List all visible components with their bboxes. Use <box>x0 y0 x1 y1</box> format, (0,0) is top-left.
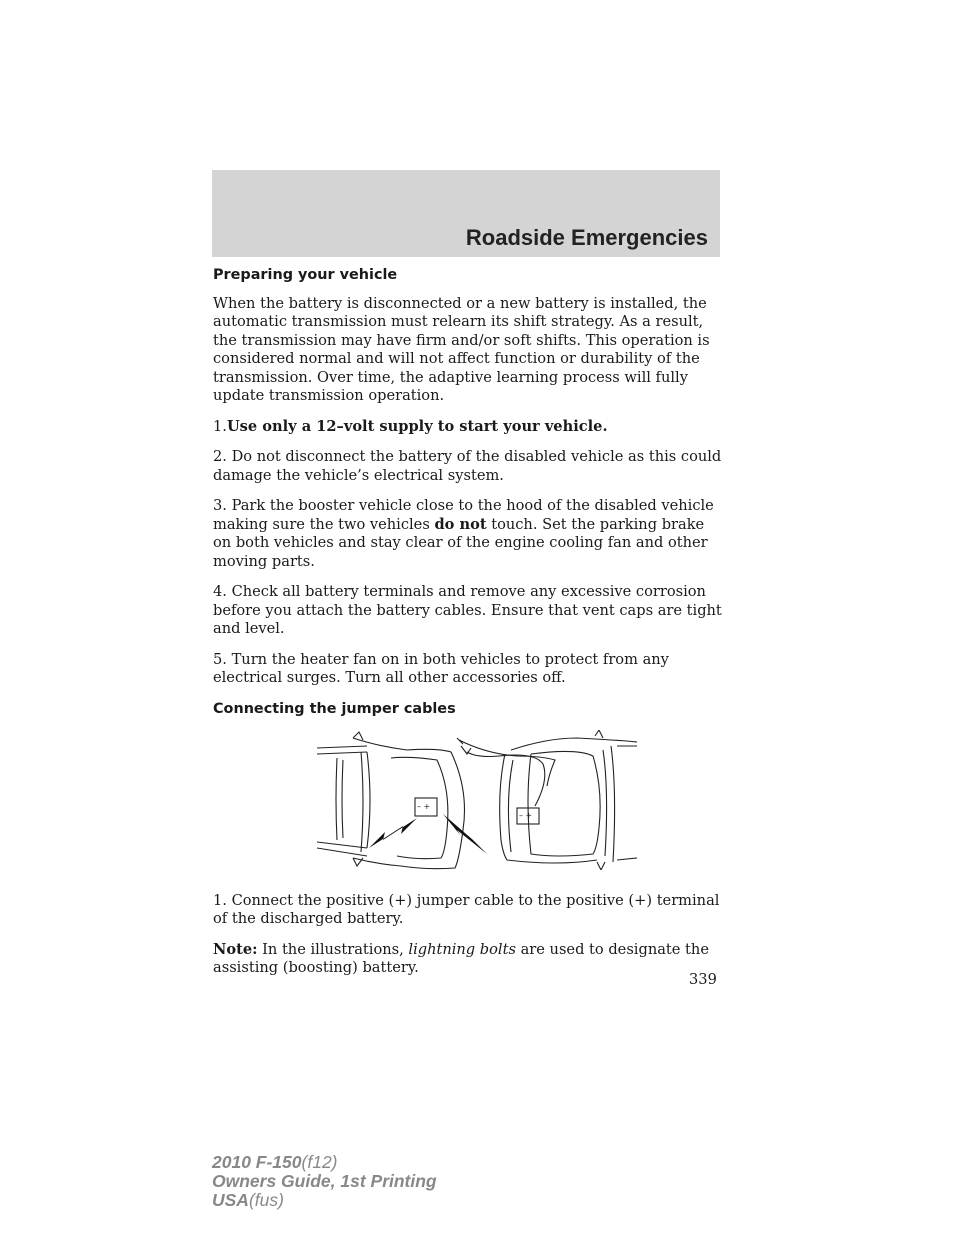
step-3 <box>213 497 725 571</box>
jumper-cables-diagram <box>317 730 637 870</box>
note-text-b: are used to designate the assisting (boosting) battery. <box>213 940 709 976</box>
footer-market: USA <box>212 1190 249 1210</box>
paragraph-intro: When the battery is disconnected or a new battery is installed, the automatic transmission must relearn its shift strategy. As a result, the transmission may have firm and/or soft shifts. This operation is considered normal and will not affect function or durability of the transmission. Over time, the adaptive learning process will fully update transmission operation. <box>213 294 710 404</box>
lightning-bolt-icon <box>369 814 487 854</box>
note-label: Note: <box>213 940 258 958</box>
page-content <box>213 266 725 990</box>
step-3-emphasis: do not <box>434 515 487 533</box>
note <box>213 941 725 978</box>
footer-model: 2010 F-150 <box>212 1152 302 1172</box>
page-number: 339 <box>689 971 717 988</box>
disabled-vehicle-illustration <box>317 732 465 869</box>
footer-edition <box>212 1153 437 1210</box>
footer-market-code: (fus) <box>248 1190 284 1210</box>
booster-vehicle-illustration <box>457 730 637 870</box>
footer-line-3 <box>212 1191 437 1210</box>
footer-line-2: Owners Guide, 1st Printing <box>212 1171 437 1191</box>
step-3-text-a: 3. Park the booster vehicle close to the hood of the disabled vehicle making sure the two vehicles <box>213 497 714 533</box>
step-1 <box>213 418 725 437</box>
disabled-battery-label: – + <box>417 802 431 811</box>
step-5: 5. Turn the heater fan on in both vehicles to protect from any electrical surges. Turn all other accessories off. <box>213 650 669 686</box>
section-header-band <box>212 170 720 257</box>
heading-connecting: Connecting the jumper cables <box>213 700 456 717</box>
heading-preparing: Preparing your vehicle <box>213 267 398 283</box>
step-4: 4. Check all battery terminals and remove any excessive corrosion before you attach the battery cables. Ensure that vent caps are tight and level. <box>213 583 722 637</box>
step-1-text: Use only a 12–volt supply to start your vehicle. <box>226 417 608 435</box>
step-1-number: 1. <box>213 417 227 435</box>
footer-model-code: (f12) <box>301 1152 338 1172</box>
booster-battery-label: – + <box>519 811 533 820</box>
step-2: 2. Do not disconnect the battery of the disabled vehicle as this could damage the vehicle’s electrical system. <box>213 448 722 484</box>
connect-step-1: 1. Connect the positive (+) jumper cable to the positive (+) terminal of the discharged battery. <box>213 891 720 927</box>
section-title: Roadside Emergencies <box>465 225 708 250</box>
footer-line-1 <box>212 1153 437 1172</box>
note-italic: lightning bolts <box>408 940 516 958</box>
note-text-a: In the illustrations, <box>262 940 404 958</box>
step-3-text-b: touch. Set the parking brake on both vehicles and stay clear of the engine cooling fan and other moving parts. <box>213 515 708 570</box>
